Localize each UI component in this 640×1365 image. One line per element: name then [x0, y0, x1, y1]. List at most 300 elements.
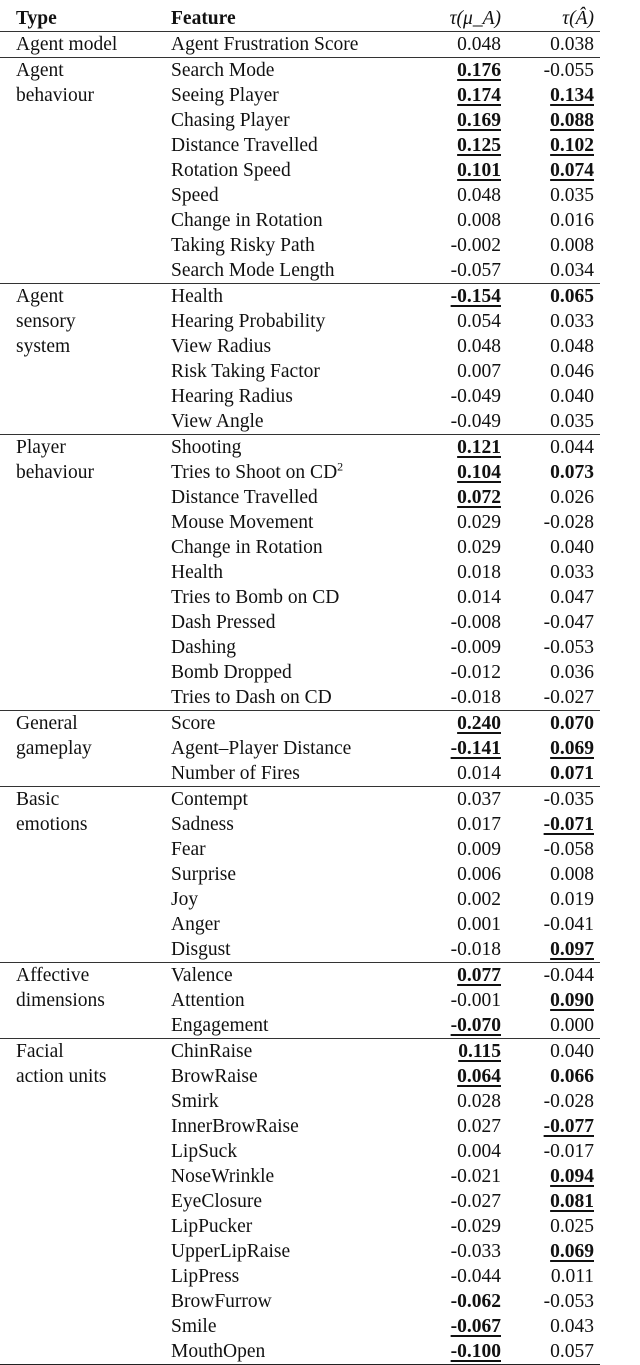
tau-mu-cell-value: 0.125 [457, 135, 501, 156]
tau-a-cell-value: -0.053 [543, 637, 594, 658]
type-cell [0, 685, 171, 711]
feature-label: Hearing Radius [171, 386, 293, 407]
tau-mu-cell-value: 0.017 [457, 814, 501, 835]
feature-label: Number of Fires [171, 763, 300, 784]
tau-a-cell-value: 0.036 [550, 662, 594, 683]
feature-label: Distance Travelled [171, 135, 318, 156]
feature-label: Attention [171, 990, 245, 1011]
table-row [0, 535, 600, 560]
tau-a-cell-value: 0.008 [550, 864, 594, 885]
tau-mu-cell-value: -0.100 [450, 1341, 501, 1362]
feature-cell [171, 258, 411, 284]
type-cell [0, 183, 171, 208]
tau-a-cell [501, 711, 600, 737]
feature-cell [171, 1114, 411, 1139]
feature-cell [171, 787, 411, 813]
feature-label: View Radius [171, 336, 272, 357]
type-cell [0, 1314, 171, 1339]
tau-a-cell [501, 685, 600, 711]
type-cell [0, 862, 171, 887]
tau-a-cell [501, 1339, 600, 1365]
tau-a-cell-value: 0.044 [550, 437, 594, 458]
feature-cell [171, 1039, 411, 1065]
tau-a-cell-value: 0.040 [550, 1041, 594, 1062]
table-row [0, 208, 600, 233]
feature-label: Rotation Speed [171, 160, 291, 181]
table-row [0, 761, 600, 787]
feature-label: Taking Risky Path [171, 235, 315, 256]
feature-label: UpperLipRaise [171, 1241, 291, 1262]
feature-cell [171, 108, 411, 133]
tau-mu-cell-value: -0.027 [450, 1191, 501, 1212]
feature-label: Tries to Dash on CD [171, 687, 332, 708]
feature-label: Agent Frustration Score [171, 34, 359, 55]
tau-mu-cell [411, 837, 501, 862]
feature-label: LipSuck [171, 1141, 238, 1162]
table-row [0, 32, 600, 58]
tau-mu-cell [411, 1164, 501, 1189]
tau-mu-cell [411, 1114, 501, 1139]
feature-cell [171, 133, 411, 158]
tau-mu-cell [411, 183, 501, 208]
feature-cell [171, 535, 411, 560]
feature-label: Anger [171, 914, 220, 935]
feature-cell [171, 585, 411, 610]
type-cell [0, 1164, 171, 1189]
table-row [0, 435, 600, 461]
feature-cell [171, 510, 411, 535]
tau-a-cell-value: 0.047 [550, 587, 594, 608]
table-row [0, 485, 600, 510]
table-row [0, 1239, 600, 1264]
feature-cell [171, 460, 411, 485]
feature-cell [171, 1314, 411, 1339]
type-cell [0, 233, 171, 258]
tau-a-cell [501, 309, 600, 334]
tau-mu-cell [411, 208, 501, 233]
tau-mu-cell-value: -0.049 [450, 411, 501, 432]
tau-mu-cell-value: 0.029 [457, 512, 501, 533]
tau-a-cell-value: 0.011 [550, 1266, 594, 1287]
tau-a-cell [501, 32, 600, 58]
table-row [0, 460, 600, 485]
tau-mu-cell [411, 1013, 501, 1039]
tau-a-cell-value: 0.081 [550, 1191, 594, 1212]
tau-mu-cell [411, 1339, 501, 1365]
tau-a-cell [501, 535, 600, 560]
type-cell: dimensions [16, 990, 105, 1011]
feature-cell [171, 685, 411, 711]
tau-a-cell-value: -0.044 [543, 965, 594, 986]
feature-label: BrowRaise [171, 1066, 258, 1087]
tau-mu-cell [411, 1239, 501, 1264]
tau-a-cell [501, 108, 600, 133]
table-row [0, 83, 600, 108]
feature-cell [171, 1164, 411, 1189]
tau-mu-cell [411, 258, 501, 284]
tau-a-cell-value: 0.066 [550, 1066, 594, 1087]
tau-a-cell-value: 0.094 [550, 1166, 594, 1187]
tau-mu-cell [411, 334, 501, 359]
tau-a-cell [501, 610, 600, 635]
tau-a-cell [501, 635, 600, 660]
tau-a-cell [501, 1013, 600, 1039]
table-row [0, 1289, 600, 1314]
feature-label: View Angle [171, 411, 264, 432]
table-row [0, 233, 600, 258]
type-cell [0, 1264, 171, 1289]
tau-mu-cell-value: 0.009 [457, 839, 501, 860]
tau-a-cell [501, 158, 600, 183]
feature-label: Speed [171, 185, 219, 206]
tau-a-cell-value: 0.026 [550, 487, 594, 508]
tau-mu-cell [411, 284, 501, 310]
tau-mu-cell [411, 1064, 501, 1089]
type-cell [0, 837, 171, 862]
tau-mu-cell-value: -0.049 [450, 386, 501, 407]
tau-a-cell [501, 1289, 600, 1314]
table-row [0, 133, 600, 158]
feature-label: LipPucker [171, 1216, 253, 1237]
header-tau-mu [411, 5, 501, 32]
feature-cell [171, 58, 411, 84]
feature-cell [171, 1239, 411, 1264]
feature-cell [171, 963, 411, 989]
feature-label: Fear [171, 839, 206, 860]
table-row [0, 359, 600, 384]
tau-mu-cell [411, 485, 501, 510]
type-cell [0, 1339, 171, 1365]
table-row [0, 736, 600, 761]
header-tau-a-label: τ(Â) [562, 7, 594, 29]
tau-mu-cell-value: -0.001 [450, 990, 501, 1011]
type-cell: Player [0, 435, 171, 461]
tau-a-cell [501, 837, 600, 862]
tau-a-cell [501, 133, 600, 158]
type-cell: sensory [16, 311, 76, 332]
tau-mu-cell-value: 0.008 [457, 210, 501, 231]
table-row [0, 988, 600, 1013]
feature-label: Smile [171, 1316, 217, 1337]
tau-mu-cell-value: -0.154 [450, 286, 501, 307]
type-cell: General [0, 711, 171, 737]
feature-cell [171, 560, 411, 585]
tau-mu-cell-value: 0.240 [457, 713, 501, 734]
feature-cell [171, 1139, 411, 1164]
feature-cell [171, 1289, 411, 1314]
feature-label: LipPress [171, 1266, 240, 1287]
table-row [0, 963, 600, 989]
tau-a-cell-value: -0.028 [543, 512, 594, 533]
tau-mu-cell-value: 0.176 [457, 60, 501, 81]
tau-mu-cell [411, 158, 501, 183]
feature-cell [171, 937, 411, 963]
tau-mu-cell-value: 0.072 [457, 487, 501, 508]
tau-mu-cell [411, 1264, 501, 1289]
tau-a-cell [501, 1039, 600, 1065]
feature-label: Sadness [171, 814, 234, 835]
tau-a-cell-value: -0.017 [543, 1141, 594, 1162]
feature-label: ChinRaise [171, 1041, 253, 1062]
tau-mu-cell-value: -0.029 [450, 1216, 501, 1237]
tau-a-cell [501, 334, 600, 359]
tau-a-cell-value: 0.102 [550, 135, 594, 156]
table-row [0, 660, 600, 685]
type-cell [0, 887, 171, 912]
tau-mu-cell [411, 812, 501, 837]
feature-cell [171, 485, 411, 510]
tau-a-cell-value: -0.028 [543, 1091, 594, 1112]
tau-mu-cell-value: 0.014 [457, 587, 501, 608]
table-row [0, 812, 600, 837]
tau-mu-cell-value: -0.033 [450, 1241, 501, 1262]
type-cell [0, 158, 171, 183]
tau-a-cell [501, 736, 600, 761]
feature-cell [171, 158, 411, 183]
tau-a-cell-value: 0.033 [550, 311, 594, 332]
table-row [0, 685, 600, 711]
tau-a-cell [501, 1139, 600, 1164]
feature-cell [171, 837, 411, 862]
tau-a-cell-value: 0.057 [550, 1341, 594, 1362]
feature-label: Health [171, 286, 223, 307]
tau-a-cell-value: 0.090 [550, 990, 594, 1011]
table-row [0, 635, 600, 660]
tau-a-cell [501, 812, 600, 837]
feature-cell [171, 183, 411, 208]
table-row [0, 258, 600, 284]
tau-a-cell [501, 460, 600, 485]
tau-mu-cell-value: 0.006 [457, 864, 501, 885]
tau-mu-cell-value: 0.048 [457, 185, 501, 206]
table-row [0, 58, 600, 84]
tau-mu-cell-value: 0.101 [457, 160, 501, 181]
tau-mu-cell-value: 0.169 [457, 110, 501, 131]
type-cell: Agent model [0, 32, 171, 58]
table-row [0, 1314, 600, 1339]
tau-a-cell-value: 0.040 [550, 537, 594, 558]
tau-a-cell-value: 0.046 [550, 361, 594, 382]
tau-mu-cell [411, 787, 501, 813]
tau-a-cell-value: -0.053 [543, 1291, 594, 1312]
tau-mu-cell-value: 0.037 [457, 789, 501, 810]
tau-a-cell [501, 862, 600, 887]
type-cell [0, 585, 171, 610]
tau-mu-cell [411, 1214, 501, 1239]
tau-a-cell [501, 284, 600, 310]
table-row [0, 862, 600, 887]
feature-label: Health [171, 562, 223, 583]
type-cell [0, 409, 171, 435]
header-tau-a [501, 5, 600, 32]
type-cell: Agent [0, 284, 171, 310]
tau-mu-cell [411, 761, 501, 787]
feature-label: Surprise [171, 864, 236, 885]
tau-a-cell [501, 585, 600, 610]
table-row [0, 787, 600, 813]
feature-label: Change in Rotation [171, 537, 323, 558]
tau-a-cell [501, 1064, 600, 1089]
tau-mu-cell [411, 58, 501, 84]
tau-a-cell-value: -0.055 [543, 60, 594, 81]
feature-label: Contempt [171, 789, 248, 810]
tau-mu-cell [411, 535, 501, 560]
tau-a-cell-value: 0.048 [550, 336, 594, 357]
tau-mu-cell [411, 1039, 501, 1065]
tau-mu-cell-value: 0.007 [457, 361, 501, 382]
tau-mu-cell [411, 409, 501, 435]
table-row [0, 108, 600, 133]
type-cell [0, 635, 171, 660]
tau-mu-cell [411, 1289, 501, 1314]
tau-a-cell-value: 0.016 [550, 210, 594, 231]
feature-cell [171, 1089, 411, 1114]
tau-a-cell [501, 937, 600, 963]
tau-mu-cell-value: 0.048 [457, 336, 501, 357]
type-cell [0, 384, 171, 409]
tau-a-cell [501, 384, 600, 409]
tau-mu-cell [411, 660, 501, 685]
feature-cell [171, 334, 411, 359]
feature-label: Bomb Dropped [171, 662, 292, 683]
type-cell: gameplay [16, 738, 92, 759]
tau-a-cell-value: -0.041 [543, 914, 594, 935]
tau-a-cell [501, 787, 600, 813]
tau-mu-cell-value: 0.115 [458, 1041, 501, 1062]
feature-cell [171, 1339, 411, 1365]
type-cell [0, 1013, 171, 1039]
table-row [0, 158, 600, 183]
type-cell: emotions [16, 814, 88, 835]
tau-mu-cell [411, 937, 501, 963]
tau-mu-cell [411, 988, 501, 1013]
tau-mu-cell [411, 736, 501, 761]
tau-mu-cell-value: -0.008 [450, 612, 501, 633]
feature-label: EyeClosure [171, 1191, 262, 1212]
feature-label: Mouse Movement [171, 512, 314, 533]
feature-label: Hearing Probability [171, 311, 326, 332]
tau-a-cell-value: 0.033 [550, 562, 594, 583]
tau-mu-cell [411, 1139, 501, 1164]
feature-label: Agent–Player Distance [171, 738, 352, 759]
tau-a-cell-value: 0.025 [550, 1216, 594, 1237]
feature-label: MouthOpen [171, 1341, 266, 1362]
tau-mu-cell-value: 0.027 [457, 1116, 501, 1137]
tau-mu-cell [411, 685, 501, 711]
table-row [0, 1189, 600, 1214]
tau-a-cell-value: 0.000 [550, 1015, 594, 1036]
tau-a-cell [501, 1114, 600, 1139]
type-cell [0, 1114, 171, 1139]
tau-a-cell-value: 0.065 [550, 286, 594, 307]
tau-a-cell-value: 0.008 [550, 235, 594, 256]
type-cell: behaviour [16, 85, 94, 106]
header-feature: Feature [171, 7, 236, 29]
tau-a-cell [501, 761, 600, 787]
type-cell [0, 1289, 171, 1314]
tau-mu-cell [411, 635, 501, 660]
feature-label: Seeing Player [171, 85, 279, 106]
type-cell [0, 208, 171, 233]
tau-a-cell-value: 0.043 [550, 1316, 594, 1337]
table-row [0, 183, 600, 208]
tau-mu-cell [411, 133, 501, 158]
tau-a-cell [501, 963, 600, 989]
feature-label: Change in Rotation [171, 210, 323, 231]
feature-cell [171, 635, 411, 660]
table-row [0, 1064, 600, 1089]
feature-label: Tries to Shoot on CD [171, 462, 338, 483]
feature-label: BrowFurrow [171, 1291, 272, 1312]
feature-label: Valence [171, 965, 233, 986]
feature-cell [171, 359, 411, 384]
table-row [0, 1214, 600, 1239]
feature-label: Engagement [171, 1015, 269, 1036]
tau-a-cell [501, 560, 600, 585]
type-cell [0, 1239, 171, 1264]
feature-label: Tries to Bomb on CD [171, 587, 340, 608]
tau-mu-cell-value: -0.044 [450, 1266, 501, 1287]
type-cell: behaviour [16, 462, 94, 483]
type-cell [0, 258, 171, 284]
feature-cell [171, 208, 411, 233]
header-tau-mu-label: τ(μ_A) [449, 7, 501, 29]
tau-mu-cell-value: -0.062 [450, 1291, 501, 1312]
tau-mu-cell-value: 0.121 [457, 437, 501, 458]
tau-mu-cell [411, 711, 501, 737]
type-cell [0, 761, 171, 787]
tau-a-cell [501, 660, 600, 685]
type-cell [0, 485, 171, 510]
tau-mu-cell-value: -0.018 [450, 939, 501, 960]
tau-a-cell-value: 0.073 [550, 462, 594, 483]
tau-a-cell-value: 0.069 [550, 1241, 594, 1262]
tau-a-cell [501, 1189, 600, 1214]
table-row [0, 309, 600, 334]
tau-mu-cell [411, 912, 501, 937]
feature-cell [171, 233, 411, 258]
tau-a-cell [501, 183, 600, 208]
feature-label: Disgust [171, 939, 231, 960]
tau-mu-cell [411, 887, 501, 912]
feature-label: Dashing [171, 637, 236, 658]
type-cell: Agent [0, 58, 171, 84]
tau-mu-cell-value: 0.064 [457, 1066, 501, 1087]
type-cell [0, 610, 171, 635]
tau-a-cell [501, 359, 600, 384]
feature-cell [171, 988, 411, 1013]
feature-cell [171, 761, 411, 787]
feature-cell [171, 711, 411, 737]
tau-mu-cell [411, 309, 501, 334]
feature-label: Distance Travelled [171, 487, 318, 508]
tau-mu-cell-value: 0.028 [457, 1091, 501, 1112]
feature-cell [171, 284, 411, 310]
tau-mu-cell-value: 0.054 [457, 311, 501, 332]
tau-mu-cell [411, 233, 501, 258]
tau-mu-cell [411, 510, 501, 535]
tau-a-cell [501, 1264, 600, 1289]
type-cell [0, 912, 171, 937]
tau-mu-cell-value: -0.012 [450, 662, 501, 683]
tau-a-cell-value: 0.035 [550, 411, 594, 432]
tau-mu-cell [411, 1314, 501, 1339]
tau-a-cell-value: 0.134 [550, 85, 594, 106]
tau-a-cell [501, 435, 600, 461]
type-cell [0, 359, 171, 384]
tau-a-cell [501, 988, 600, 1013]
tau-mu-cell-value: 0.001 [457, 914, 501, 935]
